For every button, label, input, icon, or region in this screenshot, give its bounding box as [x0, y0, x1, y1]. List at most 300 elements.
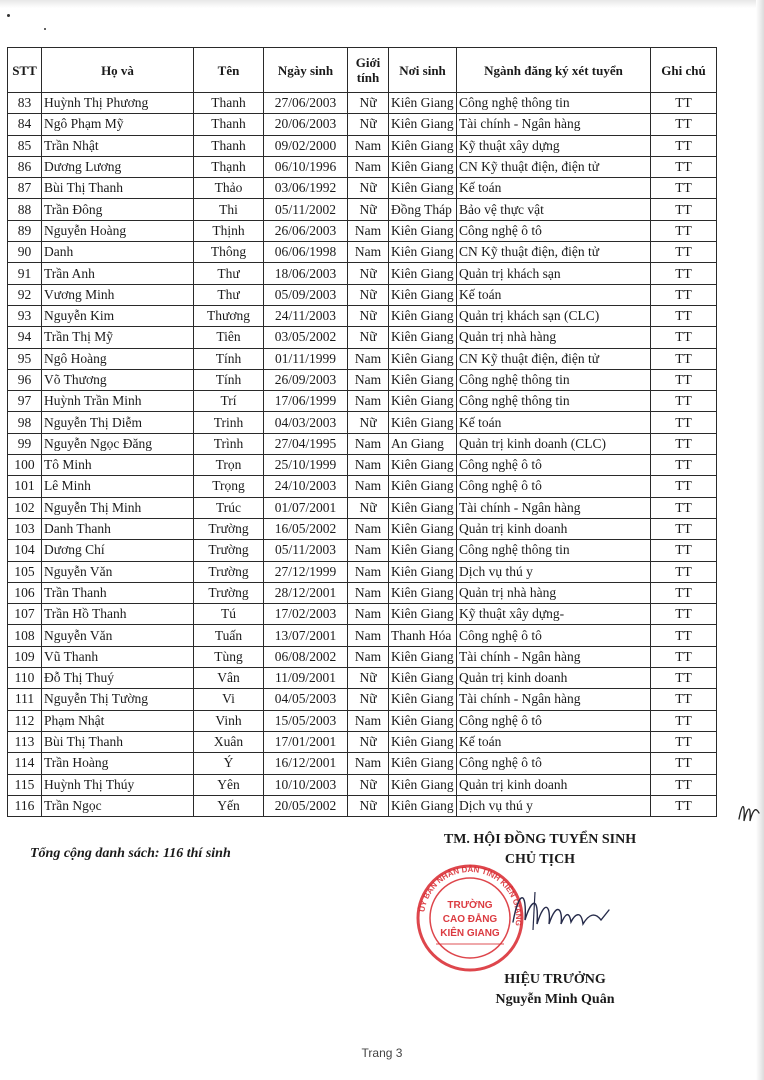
table-row — [8, 391, 717, 412]
cell-nganh: Công nghệ ô tô — [457, 476, 651, 497]
cell-stt: 92 — [8, 284, 42, 305]
table-row — [8, 242, 717, 263]
table-row — [8, 156, 717, 177]
cell-gioi-tinh: Nữ — [348, 412, 389, 433]
cell-ten: Yến — [194, 795, 264, 816]
table-row — [8, 795, 717, 816]
cell-stt: 88 — [8, 199, 42, 220]
col-header-stt: STT — [8, 48, 42, 93]
cell-ghi-chu: TT — [651, 689, 717, 710]
cell-ho: Bùi Thị Thanh — [42, 178, 194, 199]
table-row — [8, 497, 717, 518]
cell-ho: Bùi Thị Thanh — [42, 731, 194, 752]
cell-noi-sinh: Kiên Giang — [389, 668, 457, 689]
cell-noi-sinh: Kiên Giang — [389, 774, 457, 795]
cell-stt: 97 — [8, 391, 42, 412]
cell-ghi-chu: TT — [651, 455, 717, 476]
cell-gioi-tinh: Nam — [348, 518, 389, 539]
cell-gioi-tinh: Nam — [348, 455, 389, 476]
cell-gioi-tinh: Nữ — [348, 305, 389, 326]
cell-ngay-sinh: 24/10/2003 — [264, 476, 348, 497]
cell-ghi-chu: TT — [651, 220, 717, 241]
cell-ghi-chu: TT — [651, 242, 717, 263]
table-row — [8, 604, 717, 625]
seal-ring-text: ỦY BAN NHÂN DÂN TỈNH KIÊN GIANG — [417, 864, 524, 927]
cell-ho: Danh Thanh — [42, 518, 194, 539]
cell-ngay-sinh: 17/01/2001 — [264, 731, 348, 752]
table-row — [8, 369, 717, 390]
cell-ngay-sinh: 09/02/2000 — [264, 135, 348, 156]
cell-ghi-chu: TT — [651, 327, 717, 348]
cell-stt: 116 — [8, 795, 42, 816]
cell-ghi-chu: TT — [651, 625, 717, 646]
cell-gioi-tinh: Nam — [348, 433, 389, 454]
cell-ngay-sinh: 27/06/2003 — [264, 93, 348, 114]
cell-ho: Nguyễn Kim — [42, 305, 194, 326]
cell-stt: 106 — [8, 582, 42, 603]
cell-ten: Tuấn — [194, 625, 264, 646]
table-row — [8, 199, 717, 220]
cell-ten: Thương — [194, 305, 264, 326]
cell-noi-sinh: Kiên Giang — [389, 327, 457, 348]
cell-nganh: Tài chính - Ngân hàng — [457, 114, 651, 135]
cell-ho: Nguyễn Văn — [42, 625, 194, 646]
cell-nganh: Quản trị kinh doanh — [457, 518, 651, 539]
cell-ten: Vân — [194, 668, 264, 689]
cell-ho: Trần Anh — [42, 263, 194, 284]
cell-gioi-tinh: Nam — [348, 476, 389, 497]
cell-stt: 105 — [8, 561, 42, 582]
cell-noi-sinh: Kiên Giang — [389, 412, 457, 433]
cell-ngay-sinh: 25/10/1999 — [264, 455, 348, 476]
cell-nganh: Tài chính - Ngân hàng — [457, 689, 651, 710]
rector-block — [460, 970, 650, 1010]
cell-ten: Trúc — [194, 497, 264, 518]
cell-ghi-chu: TT — [651, 263, 717, 284]
cell-noi-sinh: Kiên Giang — [389, 476, 457, 497]
cell-nganh: Kỹ thuật xây dựng — [457, 135, 651, 156]
cell-ho: Nguyễn Thị Minh — [42, 497, 194, 518]
cell-nganh: Công nghệ ô tô — [457, 220, 651, 241]
cell-ngay-sinh: 04/05/2003 — [264, 689, 348, 710]
cell-ho: Lê Minh — [42, 476, 194, 497]
cell-ten: Trình — [194, 433, 264, 454]
cell-ho: Vương Minh — [42, 284, 194, 305]
cell-nganh: Công nghệ ô tô — [457, 710, 651, 731]
cell-noi-sinh: Kiên Giang — [389, 178, 457, 199]
cell-ho: Huỳnh Trần Minh — [42, 391, 194, 412]
cell-ten: Thanh — [194, 114, 264, 135]
cell-nganh: Quản trị nhà hàng — [457, 582, 651, 603]
cell-gioi-tinh: Nữ — [348, 263, 389, 284]
total-count: Tổng cộng danh sách: 116 thí sinh — [30, 846, 231, 861]
cell-ghi-chu: TT — [651, 433, 717, 454]
cell-ghi-chu: TT — [651, 731, 717, 752]
cell-ho: Tô Minh — [42, 455, 194, 476]
cell-noi-sinh: Kiên Giang — [389, 135, 457, 156]
cell-nganh: Công nghệ thông tin — [457, 369, 651, 390]
cell-ngay-sinh: 20/05/2002 — [264, 795, 348, 816]
col-header-ten: Tên — [194, 48, 264, 93]
table-row — [8, 433, 717, 454]
cell-gioi-tinh: Nam — [348, 753, 389, 774]
cell-ho: Vũ Thanh — [42, 646, 194, 667]
cell-ho: Nguyễn Thị Tường — [42, 689, 194, 710]
cell-ngay-sinh: 11/09/2001 — [264, 668, 348, 689]
cell-gioi-tinh: Nam — [348, 135, 389, 156]
cell-ngay-sinh: 28/12/2001 — [264, 582, 348, 603]
cell-ngay-sinh: 16/12/2001 — [264, 753, 348, 774]
cell-ho: Ngô Hoàng — [42, 348, 194, 369]
cell-ho: Trần Thanh — [42, 582, 194, 603]
cell-ten: Thịnh — [194, 220, 264, 241]
cell-ghi-chu: TT — [651, 391, 717, 412]
cell-noi-sinh: Kiên Giang — [389, 305, 457, 326]
cell-ho: Trần Thị Mỹ — [42, 327, 194, 348]
cell-ngay-sinh: 05/09/2003 — [264, 284, 348, 305]
cell-stt: 103 — [8, 518, 42, 539]
cell-stt: 95 — [8, 348, 42, 369]
cell-ghi-chu: TT — [651, 646, 717, 667]
cell-noi-sinh: Đồng Tháp — [389, 199, 457, 220]
table-row — [8, 561, 717, 582]
cell-ghi-chu: TT — [651, 93, 717, 114]
cell-noi-sinh: Kiên Giang — [389, 93, 457, 114]
cell-ngay-sinh: 15/05/2003 — [264, 710, 348, 731]
cell-ghi-chu: TT — [651, 774, 717, 795]
table-row — [8, 774, 717, 795]
cell-stt: 83 — [8, 93, 42, 114]
cell-ghi-chu: TT — [651, 412, 717, 433]
cell-ngay-sinh: 06/10/1996 — [264, 156, 348, 177]
cell-stt: 90 — [8, 242, 42, 263]
cell-ho: Trần Đông — [42, 199, 194, 220]
cell-ho: Nguyễn Ngọc Đăng — [42, 433, 194, 454]
cell-ho: Trần Hoàng — [42, 753, 194, 774]
cell-ngay-sinh: 03/05/2002 — [264, 327, 348, 348]
cell-stt: 112 — [8, 710, 42, 731]
cell-gioi-tinh: Nữ — [348, 93, 389, 114]
seal-text-3: KIÊN GIANG — [440, 928, 500, 939]
cell-nganh: Kế toán — [457, 284, 651, 305]
cell-nganh: Dịch vụ thú y — [457, 795, 651, 816]
cell-ghi-chu: TT — [651, 178, 717, 199]
cell-noi-sinh: Kiên Giang — [389, 369, 457, 390]
table-row — [8, 93, 717, 114]
cell-nganh: Kế toán — [457, 412, 651, 433]
cell-nganh: Dịch vụ thú y — [457, 561, 651, 582]
cell-stt: 94 — [8, 327, 42, 348]
cell-ten: Trí — [194, 391, 264, 412]
cell-ngay-sinh: 04/03/2003 — [264, 412, 348, 433]
cell-ghi-chu: TT — [651, 284, 717, 305]
cell-noi-sinh: Kiên Giang — [389, 561, 457, 582]
gioi-tinh-line-2: tính — [356, 70, 380, 85]
cell-ho: Dương Lương — [42, 156, 194, 177]
cell-gioi-tinh: Nam — [348, 220, 389, 241]
cell-ten: Thanh — [194, 93, 264, 114]
cell-ten: Vi — [194, 689, 264, 710]
cell-ten: Yên — [194, 774, 264, 795]
cell-ghi-chu: TT — [651, 348, 717, 369]
cell-ngay-sinh: 26/06/2003 — [264, 220, 348, 241]
cell-noi-sinh: Kiên Giang — [389, 689, 457, 710]
cell-stt: 96 — [8, 369, 42, 390]
cell-stt: 86 — [8, 156, 42, 177]
candidate-table — [7, 47, 717, 817]
cell-ghi-chu: TT — [651, 199, 717, 220]
cell-nganh: Kỹ thuật xây dựng- — [457, 604, 651, 625]
cell-ngay-sinh: 18/06/2003 — [264, 263, 348, 284]
chair-title: CHỦ TỊCH — [504, 852, 576, 867]
table-row — [8, 412, 717, 433]
cell-ghi-chu: TT — [651, 753, 717, 774]
cell-ho: Đỗ Thị Thuý — [42, 668, 194, 689]
cell-gioi-tinh: Nam — [348, 604, 389, 625]
cell-ghi-chu: TT — [651, 668, 717, 689]
cell-ten: Trinh — [194, 412, 264, 433]
col-header-ngay-sinh: Ngày sinh — [264, 48, 348, 93]
cell-noi-sinh: Kiên Giang — [389, 263, 457, 284]
cell-nganh: Kế toán — [457, 731, 651, 752]
cell-ho: Nguyễn Văn — [42, 561, 194, 582]
cell-ghi-chu: TT — [651, 369, 717, 390]
cell-ten: Thanh — [194, 135, 264, 156]
table-row — [8, 518, 717, 539]
cell-ngay-sinh: 01/07/2001 — [264, 497, 348, 518]
cell-gioi-tinh: Nữ — [348, 795, 389, 816]
col-header-ho: Họ và — [42, 48, 194, 93]
cell-ho: Huỳnh Thị Phương — [42, 93, 194, 114]
cell-stt: 113 — [8, 731, 42, 752]
cell-ten: Tiên — [194, 327, 264, 348]
cell-nganh: Tài chính - Ngân hàng — [457, 497, 651, 518]
table-row — [8, 263, 717, 284]
cell-gioi-tinh: Nam — [348, 710, 389, 731]
table-row — [8, 689, 717, 710]
cell-stt: 87 — [8, 178, 42, 199]
cell-ho: Trần Ngọc — [42, 795, 194, 816]
table-row — [8, 476, 717, 497]
cell-ten: Xuân — [194, 731, 264, 752]
cell-noi-sinh: Kiên Giang — [389, 582, 457, 603]
cell-ngay-sinh: 01/11/1999 — [264, 348, 348, 369]
cell-noi-sinh: Kiên Giang — [389, 731, 457, 752]
cell-stt: 114 — [8, 753, 42, 774]
cell-ngay-sinh: 03/06/1992 — [264, 178, 348, 199]
cell-gioi-tinh: Nam — [348, 646, 389, 667]
handwritten-signature — [505, 880, 615, 940]
cell-ngay-sinh: 06/06/1998 — [264, 242, 348, 263]
cell-ngay-sinh: 27/12/1999 — [264, 561, 348, 582]
cell-gioi-tinh: Nữ — [348, 284, 389, 305]
cell-ngay-sinh: 26/09/2003 — [264, 369, 348, 390]
cell-gioi-tinh: Nam — [348, 391, 389, 412]
cell-nganh: Công nghệ ô tô — [457, 625, 651, 646]
cell-ten: Trường — [194, 582, 264, 603]
cell-ngay-sinh: 05/11/2003 — [264, 540, 348, 561]
cell-nganh: Quản trị kinh doanh (CLC) — [457, 433, 651, 454]
cell-gioi-tinh: Nữ — [348, 497, 389, 518]
margin-initial-mark — [736, 795, 762, 825]
cell-nganh: CN Kỹ thuật điện, điện tử — [457, 242, 651, 263]
cell-ten: Thạnh — [194, 156, 264, 177]
cell-ghi-chu: TT — [651, 476, 717, 497]
cell-ho: Trần Nhật — [42, 135, 194, 156]
council-title: TM. HỘI ĐỒNG TUYỂN SINH — [443, 832, 637, 847]
table-row — [8, 348, 717, 369]
cell-nganh: Công nghệ thông tin — [457, 540, 651, 561]
cell-ten: Thông — [194, 242, 264, 263]
cell-gioi-tinh: Nữ — [348, 199, 389, 220]
cell-stt: 99 — [8, 433, 42, 454]
col-header-nganh: Ngành đăng ký xét tuyển — [457, 48, 651, 93]
cell-ten: Thi — [194, 199, 264, 220]
table-row — [8, 455, 717, 476]
cell-ho: Võ Thương — [42, 369, 194, 390]
cell-noi-sinh: Kiên Giang — [389, 156, 457, 177]
cell-ten: Vinh — [194, 710, 264, 731]
table-row — [8, 220, 717, 241]
table-row — [8, 540, 717, 561]
cell-stt: 104 — [8, 540, 42, 561]
cell-ngay-sinh: 05/11/2002 — [264, 199, 348, 220]
cell-nganh: Công nghệ thông tin — [457, 93, 651, 114]
cell-ghi-chu: TT — [651, 135, 717, 156]
cell-noi-sinh: Kiên Giang — [389, 284, 457, 305]
cell-gioi-tinh: Nam — [348, 369, 389, 390]
cell-noi-sinh: Kiên Giang — [389, 646, 457, 667]
cell-gioi-tinh: Nữ — [348, 689, 389, 710]
table-row — [8, 284, 717, 305]
cell-gioi-tinh: Nam — [348, 348, 389, 369]
cell-noi-sinh: Kiên Giang — [389, 497, 457, 518]
cell-ho: Trần Hồ Thanh — [42, 604, 194, 625]
cell-stt: 115 — [8, 774, 42, 795]
cell-ho: Dương Chí — [42, 540, 194, 561]
cell-ghi-chu: TT — [651, 114, 717, 135]
cell-noi-sinh: Thanh Hóa — [389, 625, 457, 646]
cell-nganh: Quản trị khách sạn — [457, 263, 651, 284]
cell-gioi-tinh: Nam — [348, 625, 389, 646]
cell-ten: Thảo — [194, 178, 264, 199]
scan-speck — [44, 28, 46, 30]
cell-stt: 108 — [8, 625, 42, 646]
table-row — [8, 646, 717, 667]
cell-nganh: Kế toán — [457, 178, 651, 199]
rector-name: Nguyễn Minh Quân — [495, 992, 615, 1007]
cell-noi-sinh: An Giang — [389, 433, 457, 454]
cell-stt: 91 — [8, 263, 42, 284]
cell-noi-sinh: Kiên Giang — [389, 604, 457, 625]
cell-gioi-tinh: Nữ — [348, 114, 389, 135]
cell-nganh: Quản trị khách sạn (CLC) — [457, 305, 651, 326]
cell-ten: Trường — [194, 561, 264, 582]
cell-ghi-chu: TT — [651, 156, 717, 177]
cell-nganh: Công nghệ ô tô — [457, 753, 651, 774]
cell-nganh: Quản trị nhà hàng — [457, 327, 651, 348]
cell-ghi-chu: TT — [651, 795, 717, 816]
cell-stt: 101 — [8, 476, 42, 497]
col-header-gioi-tinh — [348, 48, 389, 93]
cell-ten: Trường — [194, 540, 264, 561]
col-header-ghi-chu: Ghi chú — [651, 48, 717, 93]
cell-gioi-tinh: Nam — [348, 242, 389, 263]
cell-nganh: Quản trị kinh doanh — [457, 774, 651, 795]
cell-noi-sinh: Kiên Giang — [389, 753, 457, 774]
cell-nganh: CN Kỹ thuật điện, điện tử — [457, 348, 651, 369]
cell-ten: Trọng — [194, 476, 264, 497]
cell-stt: 85 — [8, 135, 42, 156]
table-row — [8, 135, 717, 156]
cell-ngay-sinh: 13/07/2001 — [264, 625, 348, 646]
seal-text-1: TRƯỜNG — [447, 900, 493, 911]
cell-gioi-tinh: Nữ — [348, 731, 389, 752]
cell-ten: Thư — [194, 284, 264, 305]
table-row — [8, 625, 717, 646]
cell-ho: Nguyễn Thị Diễm — [42, 412, 194, 433]
table-body — [8, 93, 717, 817]
cell-ten: Tú — [194, 604, 264, 625]
scan-right-shadow — [756, 0, 764, 1080]
cell-ngay-sinh: 10/10/2003 — [264, 774, 348, 795]
col-header-noi-sinh: Nơi sinh — [389, 48, 457, 93]
cell-gioi-tinh: Nữ — [348, 178, 389, 199]
cell-ten: Tính — [194, 369, 264, 390]
cell-noi-sinh: Kiên Giang — [389, 518, 457, 539]
cell-noi-sinh: Kiên Giang — [389, 540, 457, 561]
cell-noi-sinh: Kiên Giang — [389, 455, 457, 476]
cell-stt: 93 — [8, 305, 42, 326]
cell-nganh: Bảo vệ thực vật — [457, 199, 651, 220]
cell-stt: 109 — [8, 646, 42, 667]
cell-ten: Tùng — [194, 646, 264, 667]
cell-gioi-tinh: Nữ — [348, 327, 389, 348]
cell-ngay-sinh: 27/04/1995 — [264, 433, 348, 454]
rector-position: HIỆU TRƯỞNG — [504, 972, 606, 987]
cell-ghi-chu: TT — [651, 582, 717, 603]
cell-ghi-chu: TT — [651, 561, 717, 582]
cell-noi-sinh: Kiên Giang — [389, 242, 457, 263]
cell-ho: Ngô Phạm Mỹ — [42, 114, 194, 135]
cell-ho: Huỳnh Thị Thúy — [42, 774, 194, 795]
cell-ngay-sinh: 17/02/2003 — [264, 604, 348, 625]
cell-ten: Trọn — [194, 455, 264, 476]
cell-stt: 111 — [8, 689, 42, 710]
table-row — [8, 731, 717, 752]
cell-ngay-sinh: 17/06/1999 — [264, 391, 348, 412]
table-row — [8, 114, 717, 135]
cell-gioi-tinh: Nam — [348, 156, 389, 177]
cell-stt: 107 — [8, 604, 42, 625]
cell-ten: Tính — [194, 348, 264, 369]
cell-ngay-sinh: 16/05/2002 — [264, 518, 348, 539]
table-row — [8, 753, 717, 774]
seal-text-2: CAO ĐẲNG — [442, 914, 498, 925]
table-row — [8, 178, 717, 199]
cell-stt: 102 — [8, 497, 42, 518]
cell-ghi-chu: TT — [651, 305, 717, 326]
scan-top-shadow — [0, 0, 764, 8]
cell-stt: 84 — [8, 114, 42, 135]
cell-ngay-sinh: 06/08/2002 — [264, 646, 348, 667]
cell-stt: 110 — [8, 668, 42, 689]
cell-nganh: Công nghệ thông tin — [457, 391, 651, 412]
cell-ghi-chu: TT — [651, 518, 717, 539]
cell-ghi-chu: TT — [651, 497, 717, 518]
cell-stt: 89 — [8, 220, 42, 241]
cell-nganh: Tài chính - Ngân hàng — [457, 646, 651, 667]
